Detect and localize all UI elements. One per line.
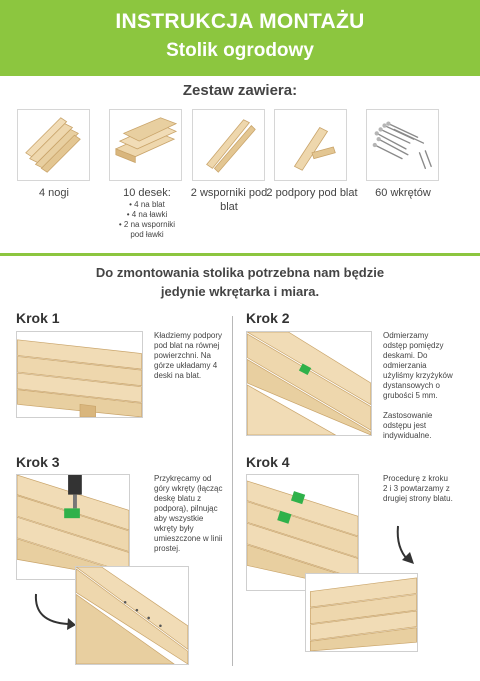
supports-icon [192,109,265,181]
step-3-text: Przykręcamy od góry wkręty (łącząc deskę blatu z podporą), pilnując aby wszystkie wkręty były umieszczone w linii prostej. [154,474,223,553]
curved-arrow-icon [394,524,422,568]
kit-heading: Zestaw zawiera: [182,82,298,99]
step-3-title: Krok 3 [16,454,60,470]
section-divider [0,253,480,256]
kit-label-screws: 60 wkrętów [375,187,431,199]
step-3-photo [16,474,130,580]
braces-icon [274,109,347,181]
step-1-photo [16,331,143,418]
step-4-title: Krok 4 [246,454,290,470]
kit-label-supports: 2 wsporniki pod blat [190,187,268,213]
step-2-title: Krok 2 [246,310,290,326]
step-2-photo [246,331,372,436]
step-4-result-photo [305,573,418,652]
kit-label-legs: 4 nogi [39,187,69,199]
step-2-text: Odmierzamy odstęp pomiędzy deskami. Do odmierzania użyliśmy krzyżyków dystansowych o grubości 5 mm. Zastosowanie odstępu jest indywidualne. [383,331,453,440]
kit-label-braces: 2 podpory pod blat [266,187,358,199]
page-subtitle: Stolik ogrodowy [166,40,314,61]
header-banner [0,0,480,76]
steps-divider [232,316,233,666]
kit-boards-breakdown: • 4 na blat • 4 na ławki • 2 na wsporniki pod ławki [118,200,176,239]
step-1-title: Krok 1 [16,310,60,326]
kit-label-boards: 10 desek: [123,187,171,199]
legs-icon [17,109,90,181]
page-title: INSTRUKCJA MONTAŻU [115,10,365,33]
screws-icon [366,109,439,181]
step-3-result-photo [75,566,189,665]
requirements-note: Do zmontowania stolika potrzebna nam będzie jedynie wkrętarka i miara. [95,265,385,299]
boards-icon [109,109,182,181]
step-1-text: Kładziemy podpory pod blat na równej powierzchni. Na górze układamy 4 deski na blat. [154,331,223,380]
curved-arrow-icon [30,592,76,632]
step-4-text: Procedurę z kroku 2 i 3 powtarzamy z drugiej strony blatu. [383,474,453,503]
